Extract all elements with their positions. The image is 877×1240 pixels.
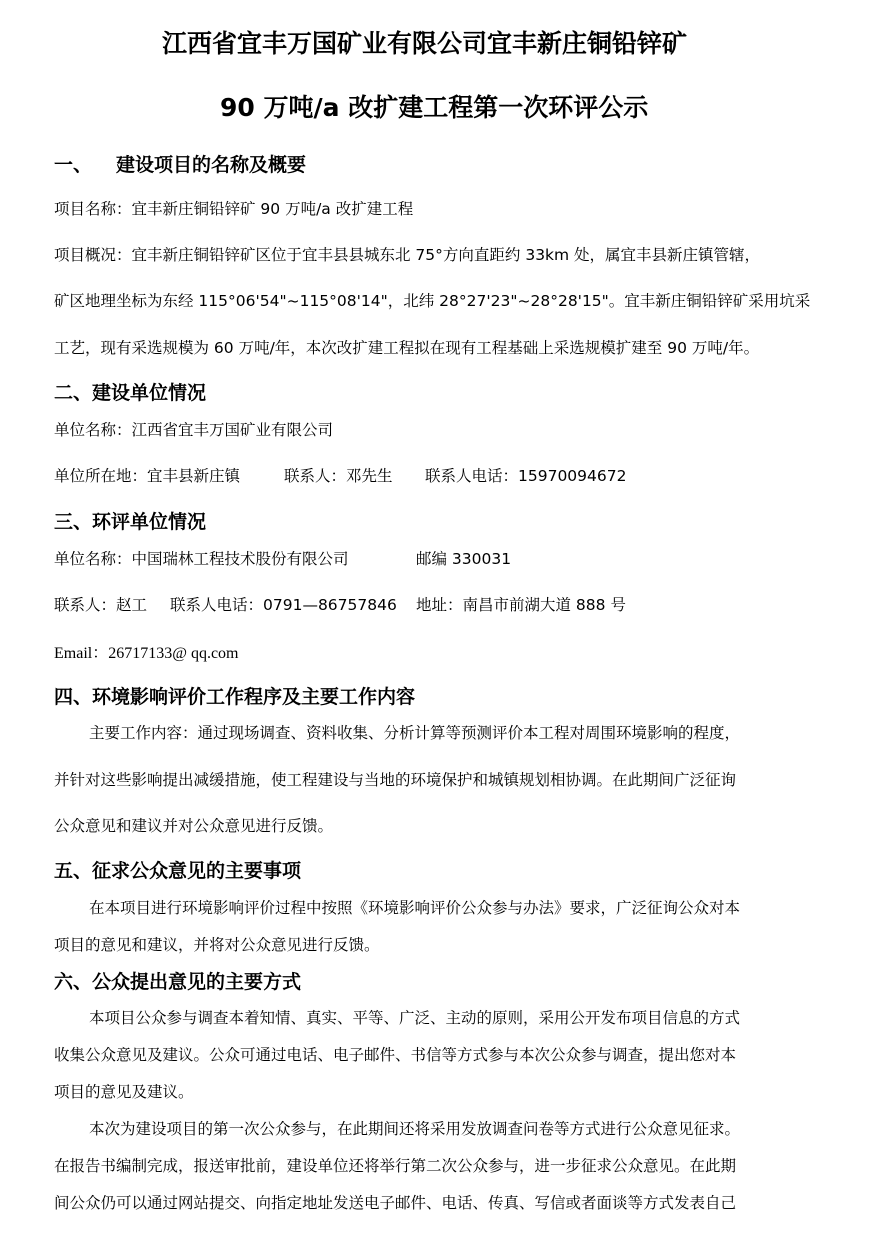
paragraph-line: 间公众仍可以通过网站提交、向指定地址发送电子邮件、电话、传真、写信或者面谈等方式发表自己 xyxy=(54,1194,737,1212)
eia-unit-name: 单位名称：中国瑞林工程技术股份有限公司 xyxy=(54,550,349,568)
paragraph-line: 并针对这些影响提出减缓措施，使工程建设与当地的环境保护和城镇规划相协调。在此期间广泛征询 xyxy=(54,771,737,789)
paragraph-line: 项目的意见及建议。 xyxy=(54,1083,194,1101)
builder-unit-name: 单位名称：江西省宜丰万国矿业有限公司 xyxy=(54,421,334,439)
paragraph-line: 在本项目进行环境影响评价过程中按照《环境影响评价公众参与办法》要求，广泛征询公众对本 xyxy=(89,899,741,917)
builder-contact: 联系人：邓先生 xyxy=(284,467,393,485)
section-1-heading xyxy=(54,150,306,177)
project-overview-line: 矿区地理坐标为东经 115°06'54"~115°08'14"，北纬 28°27'23"~28°28'15"。宜丰新庄铜铅锌矿采用坑采 xyxy=(54,292,811,310)
paragraph-line: 公众意见和建议并对公众意见进行反馈。 xyxy=(54,817,334,835)
paragraph-line: 主要工作内容：通过现场调查、资料收集、分析计算等预测评价本工程对周围环境影响的程度， xyxy=(89,724,741,742)
paragraph-line: 收集公众意见及建议。公众可通过电话、电子邮件、书信等方式参与本次公众参与调查，提出您对本 xyxy=(54,1046,737,1064)
section-1-title: 建设项目的名称及概要 xyxy=(116,154,307,176)
paragraph-line: 本项目公众参与调查本着知情、真实、平等、广泛、主动的原则，采用公开发布项目信息的方式 xyxy=(89,1009,741,1027)
document-title-line2: 90 万吨/a 改扩建工程第一次环评公示 xyxy=(220,93,649,122)
section-2-heading: 二、建设单位情况 xyxy=(54,382,207,404)
paragraph-line: 在报告书编制完成，报送审批前，建设单位还将举行第二次公众参与，进一步征求公众意见。在此期 xyxy=(54,1157,737,1175)
eia-address: 地址：南昌市前湖大道 888 号 xyxy=(416,596,626,614)
section-5-heading: 五、征求公众意见的主要事项 xyxy=(54,860,302,882)
eia-phone: 联系人电话：0791—86757846 xyxy=(170,596,397,614)
project-overview-line: 工艺，现有采选规模为 60 万吨/年，本次改扩建工程拟在现有工程基础上采选规模扩建至 90 万吨/年。 xyxy=(54,339,760,357)
project-overview-line: 项目概况：宜丰新庄铜铅锌矿区位于宜丰县县城东北 75°方向直距约 33km 处，属宜丰县新庄镇管辖， xyxy=(54,246,761,264)
paragraph-line: 项目的意见和建议，并将对公众意见进行反馈。 xyxy=(54,936,380,954)
eia-contact: 联系人：赵工 xyxy=(54,596,148,614)
eia-email: Email：26717133@ qq.com xyxy=(54,645,239,662)
builder-phone: 联系人电话：15970094672 xyxy=(425,467,627,485)
section-6-heading: 六、公众提出意见的主要方式 xyxy=(54,971,302,993)
section-1-number: 一、 xyxy=(54,154,93,176)
builder-location: 单位所在地：宜丰县新庄镇 xyxy=(54,467,241,485)
document-title-line1: 江西省宜丰万国矿业有限公司宜丰新庄铜铅锌矿 xyxy=(162,29,688,58)
eia-postcode: 邮编 330031 xyxy=(416,550,512,568)
section-4-heading: 四、环境影响评价工作程序及主要工作内容 xyxy=(54,686,416,708)
paragraph-line: 本次为建设项目的第一次公众参与，在此期间还将采用发放调查问卷等方式进行公众意见征求。 xyxy=(89,1120,741,1138)
section-3-heading: 三、环评单位情况 xyxy=(54,511,207,533)
project-name-line: 项目名称：宜丰新庄铜铅锌矿 90 万吨/a 改扩建工程 xyxy=(54,200,414,218)
